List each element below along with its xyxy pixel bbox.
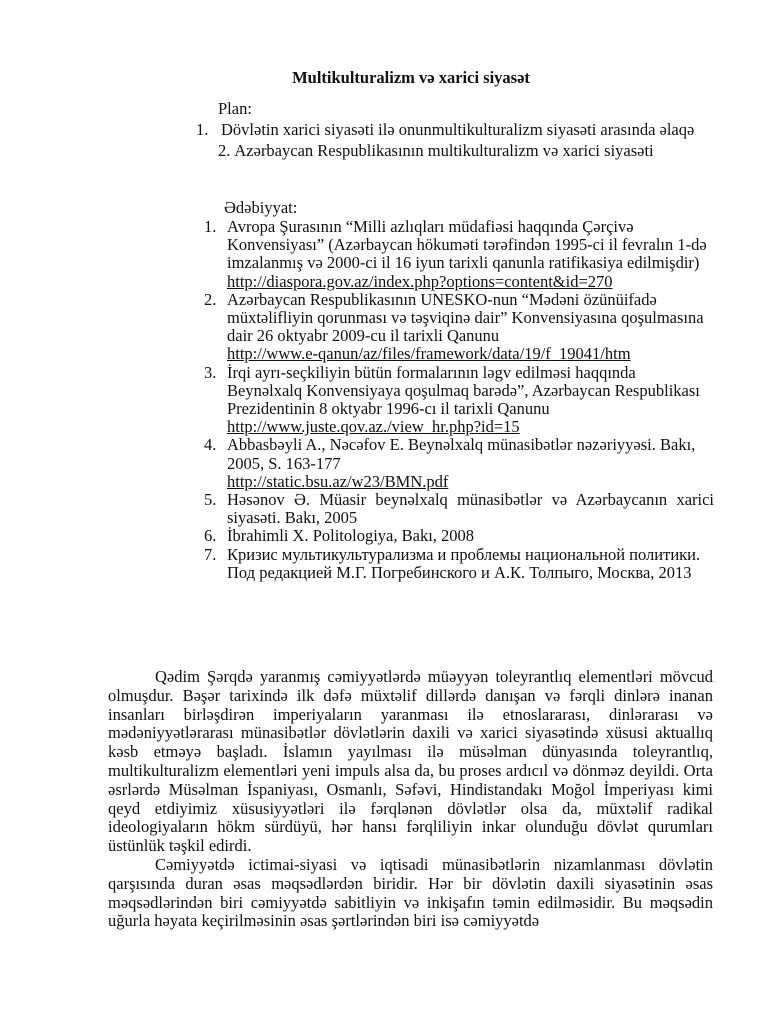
- literature-list: [204, 218, 714, 582]
- document-title: Multikulturalizm və xarici siyasət: [292, 68, 530, 87]
- literature-item-link[interactable]: http://www.juste.qov.az./view_hr.php?id=15: [227, 417, 520, 437]
- literature-item-number: 6.: [204, 526, 217, 546]
- plan-item: [200, 141, 716, 161]
- literature-item-text: Кризис мультикультурализма и проблемы национальной политики. Под редакцией М.Г. Погребинского и А.К. Толпыго, Москва, 2013: [227, 544, 701, 582]
- literature-item-link[interactable]: http://diaspora.gov.az/index.php?options=content&id=270: [227, 271, 613, 291]
- literature-item: [204, 291, 714, 364]
- literature-item: [204, 218, 714, 291]
- literature-item: [204, 436, 714, 491]
- literature-item-number: 4.: [204, 435, 217, 455]
- literature-item-text: Həsənov Ə. Müasir beynəlxalq münasibətlər və Azərbaycanın xarici siyasəti. Bakı, 2005: [227, 490, 714, 528]
- literature-item: [204, 364, 714, 437]
- literature-item: [204, 491, 714, 527]
- literature-item-number: 7.: [204, 544, 217, 564]
- plan-item-text: Azərbaycan Respublikasının multikulturalizm və xarici siyasəti: [234, 141, 654, 160]
- literature-item-number: 2.: [204, 289, 217, 309]
- plan-item-text: Dövlətin xarici siyasəti ilə onunmultikulturalizm siyasəti arasında əlaqə: [221, 120, 695, 139]
- literature-item-text: Abbasbəyli A., Nəcəfov E. Beynəlxalq münasibətlər nəzəriyyəsi. Bakı, 2005, S. 163-177: [227, 435, 696, 473]
- plan-label: Plan:: [218, 99, 252, 118]
- literature-label: Ədəbiyyat:: [224, 198, 298, 217]
- body-paragraph: Cəmiyyətdə ictimai-siyasi və iqtisadi münasibətlərin nizamlanması dövlətin qarşısında duran əsas məqsədlərdən biridir. Hər bir dövlətin daxili siyasətinin əsas məqsədlərindən biri cəmiyyətdə sabitliyin və inkişafın təmin edilməsidir. Bu məqsədin uğurla həyata keçirilməsinin əsas şərtlərindən biri isə cəmiyyətdə: [108, 854, 713, 931]
- literature-item-text: Avropa Şurasının “Milli azlıqları müdafiəsi haqqında Çərçivə Konvensiyası” (Azərbaycan hökuməti tərəfindən 1995-ci il fevralın 1-də imzalanmış və 2000-ci il 16 iyun tarixli qanunla ratifikasiya edilmişdir): [227, 217, 707, 273]
- literature-item-number: 3.: [204, 362, 217, 382]
- literature-item: [204, 527, 714, 545]
- plan-item: [196, 120, 716, 140]
- body-text: [108, 668, 713, 931]
- literature-item: [204, 546, 714, 582]
- plan-list: [196, 120, 716, 161]
- plan-item-number: 1.: [196, 120, 209, 139]
- literature-item-number: 5.: [204, 490, 217, 510]
- literature-item-text: İrqi ayrı-seçkiliyin bütün formalarının ləgv edilməsi haqqında Beynəlxalq Konvensiyaya qoşulmaq barədə”, Azərbaycan Respublikası Prezidentinin 8 oktyabr 1996-cı il tarixli Qanunu: [227, 362, 700, 419]
- literature-item-number: 1.: [204, 217, 217, 236]
- literature-item-link[interactable]: http://static.bsu.az/w23/BMN.pdf: [227, 471, 449, 491]
- body-paragraph: Qədim Şərqdə yaranmış cəmiyyətlərdə müəyyən toleyrantlıq elementləri mövcud olmuşdur. Bəşər tarixində ilk dəfə müxtəlif dillərdə danışan və fərqli dinlərə inanan insanları birləşdirən imperiyaların yaranması ilə etnoslararası, dinlərarası və mədəniyyətlərarası münasibətlər dövlətlərin daxili və xarici siyasətində xüsusi aktuallıq kəsb etməyə başladı. İslamın yayılması ilə müsəlman dünyasında toleyrantlıq, multikulturalizm elementləri yeni impuls alsa da, bu proses ardıcıl və dönməz deyildi. Orta əsrlərdə Müsəlman İspaniyası, Osmanlı, Səfəvi, Hindistandakı Moğol İmperiyası kimi qeyd etdiyimiz xüsusiyyətləri ilə fərqlənən dövlətlər olsa da, müxtəlif radikal ideologiyaların hökm sürdüyü, hər hansı fərqliliyin inkar olunduğu dövlət qurumları üstünlük təşkil edirdi.: [108, 667, 713, 856]
- plan-item-number: 2.: [218, 141, 231, 160]
- literature-item-link[interactable]: http://www.e-qanun/az/files/framework/data/19/f_19041/htm: [227, 344, 631, 364]
- literature-item-text: İbrahimli X. Politologiya, Bakı, 2008: [227, 526, 475, 546]
- literature-item-text: Azərbaycan Respublikasının UNESKO-nun “Mədəni özünüifadə müxtəlifliyin qorunması və təşviqinə dair” Konvensiyasına qoşulmasına dair 26 oktyabr 2009-cu il tarixli Qanunu: [227, 289, 704, 346]
